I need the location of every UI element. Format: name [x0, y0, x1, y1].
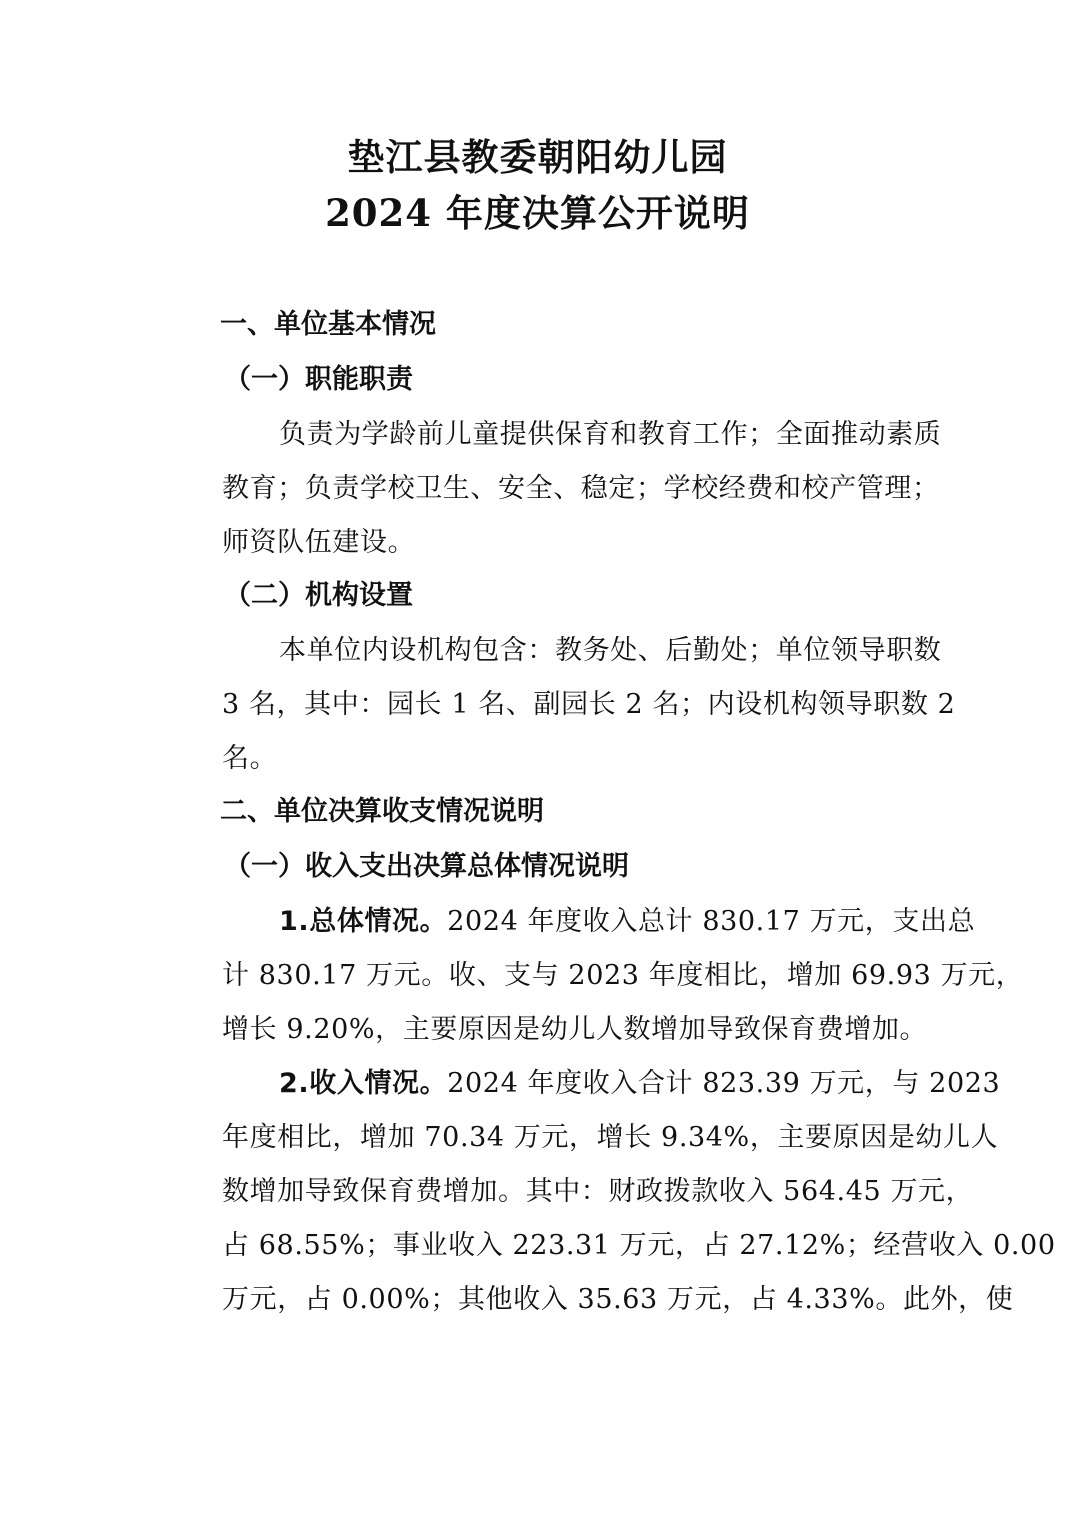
paragraph-line [165, 1057, 1001, 1111]
paragraph-line: 计 830.17 万元。收、支与 2023 年度相比，增加 69.93 万元， [222, 960, 1024, 991]
paragraph-line-text: 2024 年度收入总计 830.17 万元，支出总 [447, 906, 976, 937]
item-lead-overall: 1.总体情况。 [279, 906, 448, 937]
paragraph-line: 占 68.55%；事业收入 223.31 万元，占 27.12%；经营收入 0.00 [222, 1230, 1056, 1261]
paragraph-line: 年度相比，增加 70.34 万元，增长 9.34%，主要原因是幼儿人 [222, 1122, 999, 1153]
document-title-line1: 垫江县教委朝阳幼儿园 [347, 135, 728, 179]
paragraph-income [165, 1057, 1056, 1327]
section-heading-budget: 二、单位决算收支情况说明 [220, 796, 544, 827]
document-title-line2: 2024 年度决算公开说明 [325, 191, 750, 235]
paragraph-functions [165, 408, 942, 570]
paragraph-overall [165, 895, 1024, 1057]
paragraph-line: 数增加导致保育费增加。其中：财政拨款收入 564.45 万元， [222, 1176, 974, 1207]
paragraph-line: 增长 9.20%，主要原因是幼儿人数增加导致保育费增加。 [222, 1014, 928, 1045]
subheading-overall: （一）收入支出决算总体情况说明 [224, 851, 629, 882]
paragraph-line: 师资队伍建设。 [222, 527, 416, 558]
paragraph-line: 名。 [222, 743, 278, 774]
paragraph-line-text: 2024 年度收入合计 823.39 万元，与 2023 [447, 1068, 1001, 1099]
paragraph-organization [165, 624, 956, 786]
paragraph-line: 3 名，其中：园长 1 名、副园长 2 名；内设机构领导职数 2 [222, 689, 956, 720]
paragraph-line: 教育；负责学校卫生、安全、稳定；学校经费和校产管理； [222, 473, 940, 504]
subheading-functions: （一）职能职责 [224, 364, 413, 395]
subheading-organization: （二）机构设置 [224, 580, 413, 611]
paragraph-line: 万元，占 0.00%；其他收入 35.63 万元，占 4.33%。此外，使 [222, 1284, 1014, 1315]
paragraph-line [165, 895, 976, 949]
section-heading-unit-basic: 一、单位基本情况 [220, 309, 436, 340]
paragraph-line: 负责为学龄前儿童提供保育和教育工作；全面推动素质 [279, 419, 942, 450]
paragraph-line: 本单位内设机构包含：教务处、后勤处；单位领导职数 [279, 635, 942, 666]
item-lead-income: 2.收入情况。 [279, 1068, 448, 1099]
